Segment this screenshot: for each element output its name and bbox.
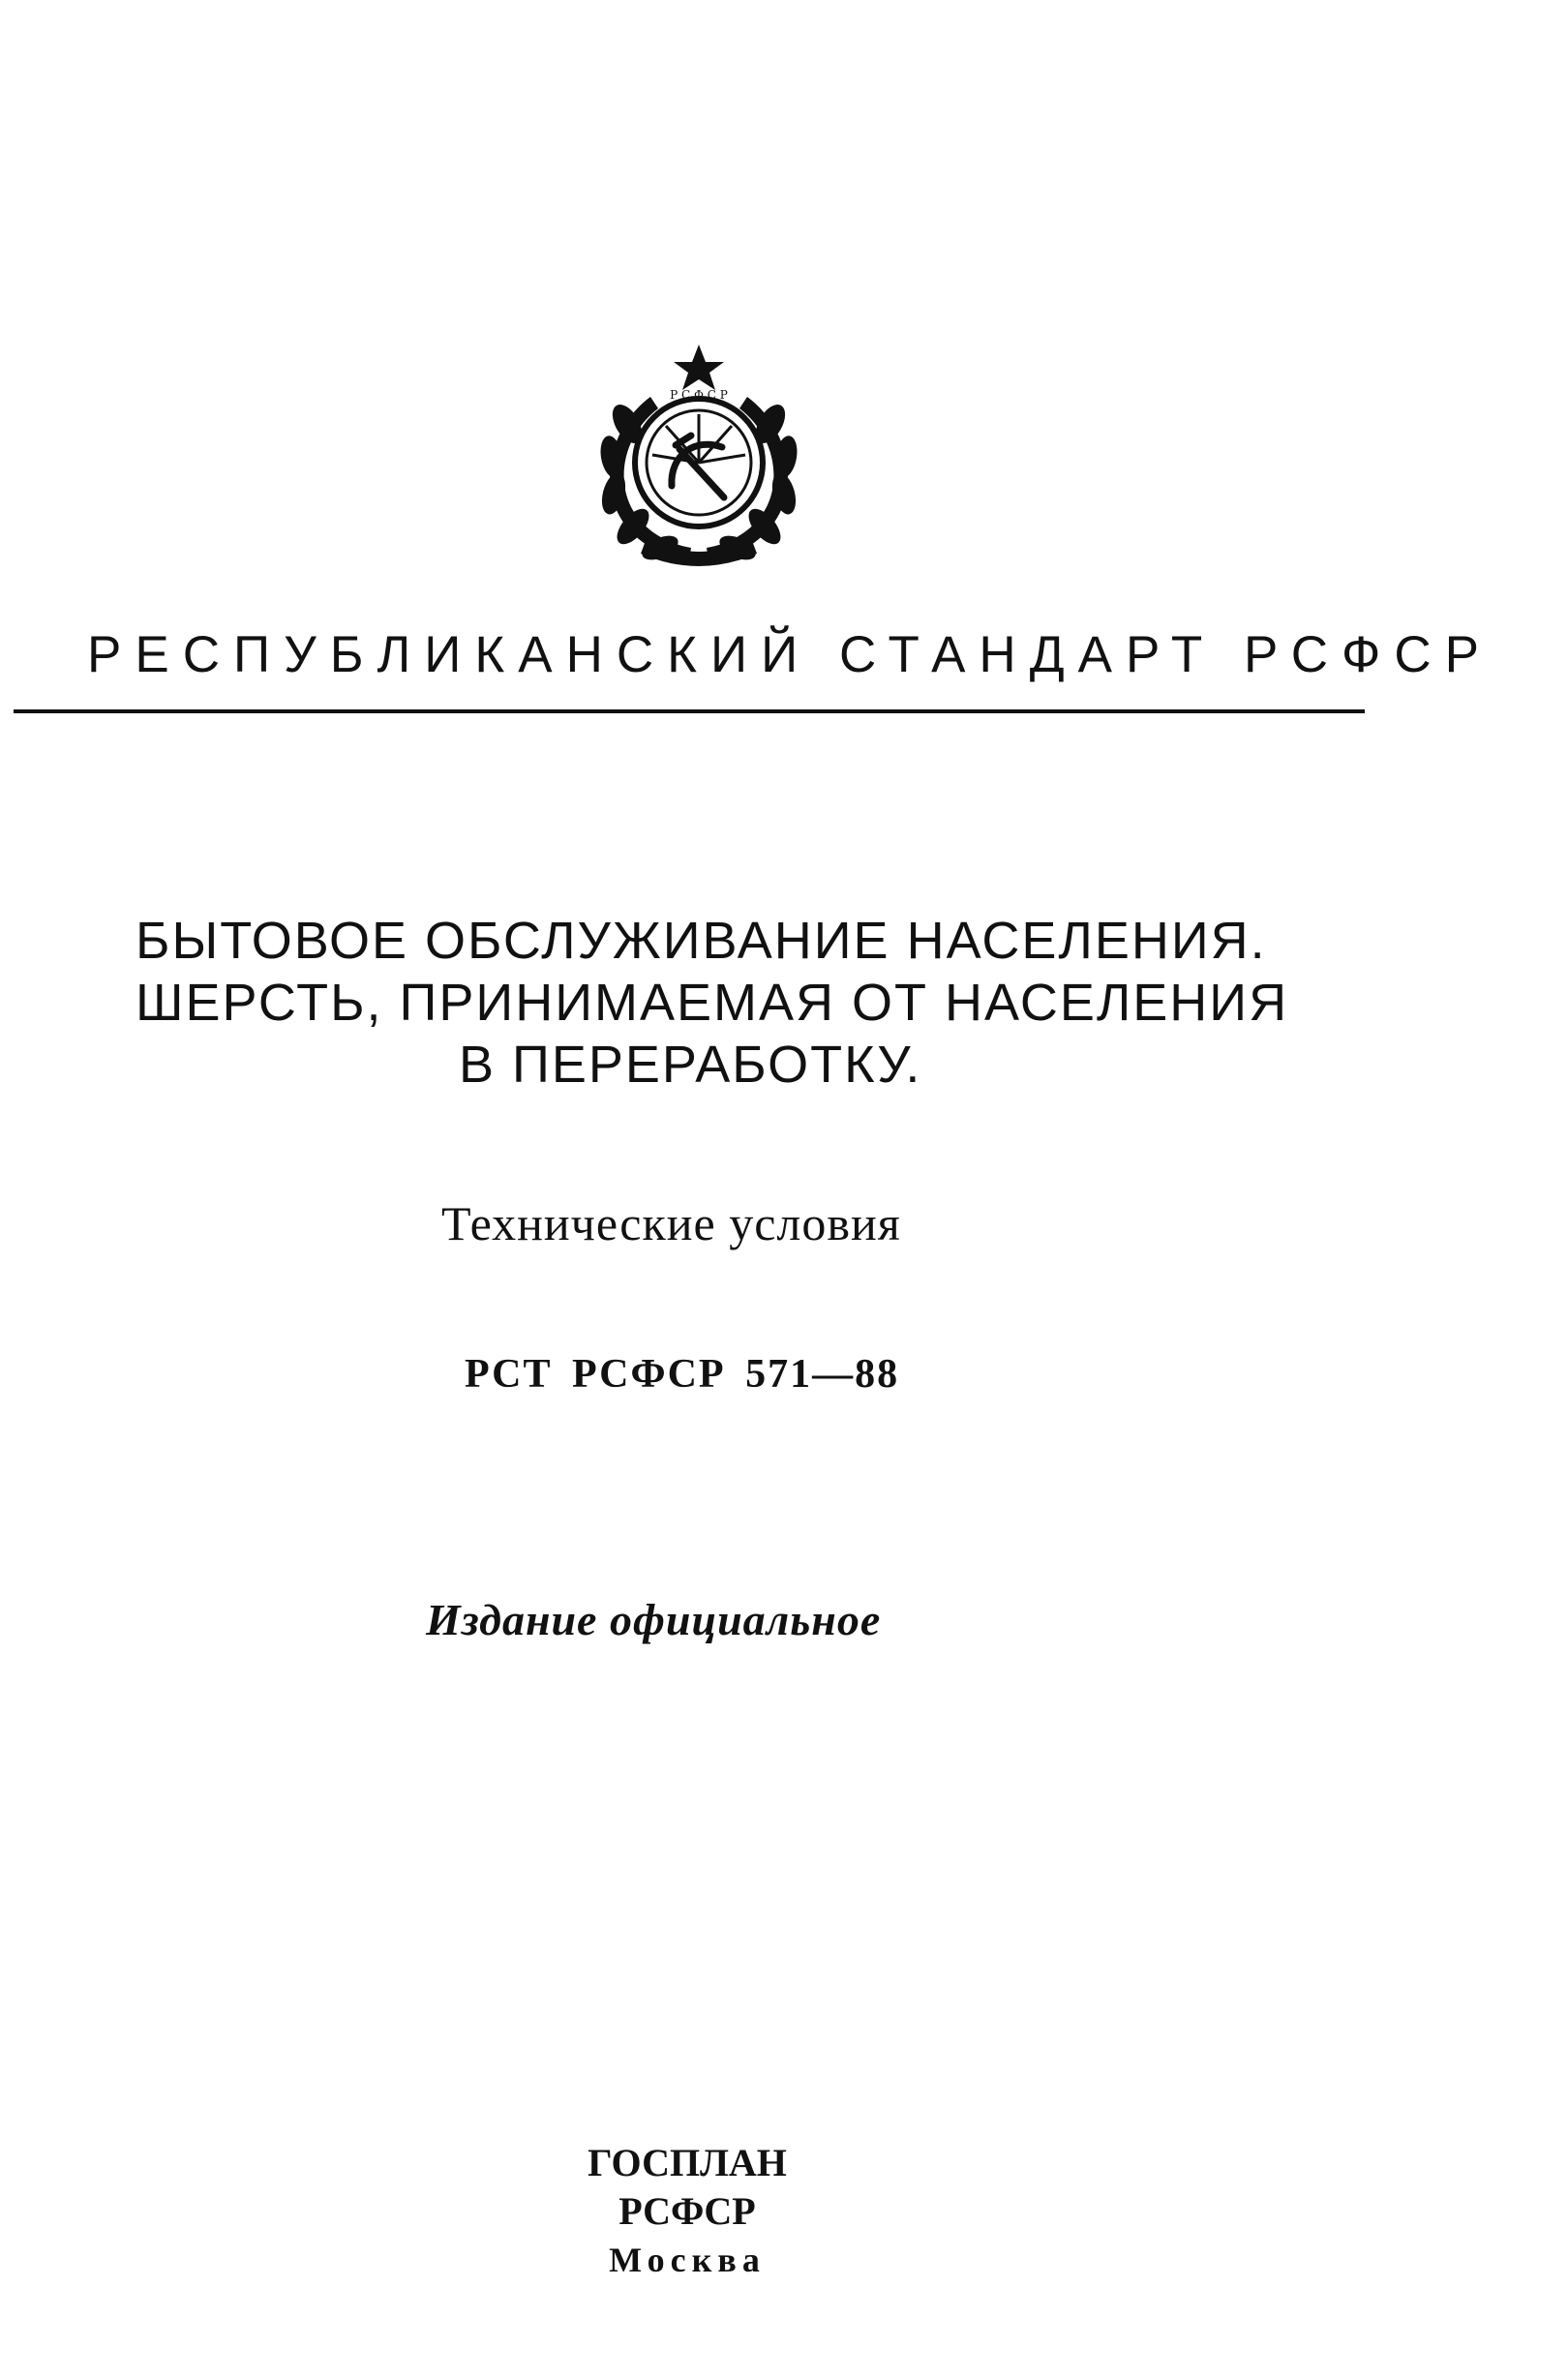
header-divider <box>14 709 1365 713</box>
publisher-name: ГОСПЛАН РСФСР <box>588 2141 787 2233</box>
edition-note: Издание официальное <box>426 1595 882 1644</box>
document-subtitle: Технические условия <box>441 1196 901 1250</box>
standard-code: РСТ РСФСР 571—88 <box>465 1352 900 1397</box>
standard-series-header: РЕСПУБЛИКАНСКИЙ СТАНДАРТ РСФСР <box>87 626 1493 683</box>
publisher-city: Москва <box>609 2241 766 2279</box>
rsfsr-coat-of-arms-icon <box>583 341 815 573</box>
document-title <box>136 910 1297 1096</box>
star-icon <box>674 345 724 390</box>
title-line-2: ШЕРСТЬ, ПРИНИМАЕМАЯ ОТ НАСЕЛЕНИЯ <box>136 974 1289 1032</box>
title-line-1: БЫТОВОЕ ОБСЛУЖИВАНИЕ НАСЕЛЕНИЯ. <box>136 912 1267 970</box>
title-line-3: В ПЕРЕРАБОТКУ. <box>459 1036 922 1094</box>
svg-text:Р С Ф С Р: Р С Ф С Р <box>670 388 728 402</box>
publisher-block <box>523 2139 852 2284</box>
